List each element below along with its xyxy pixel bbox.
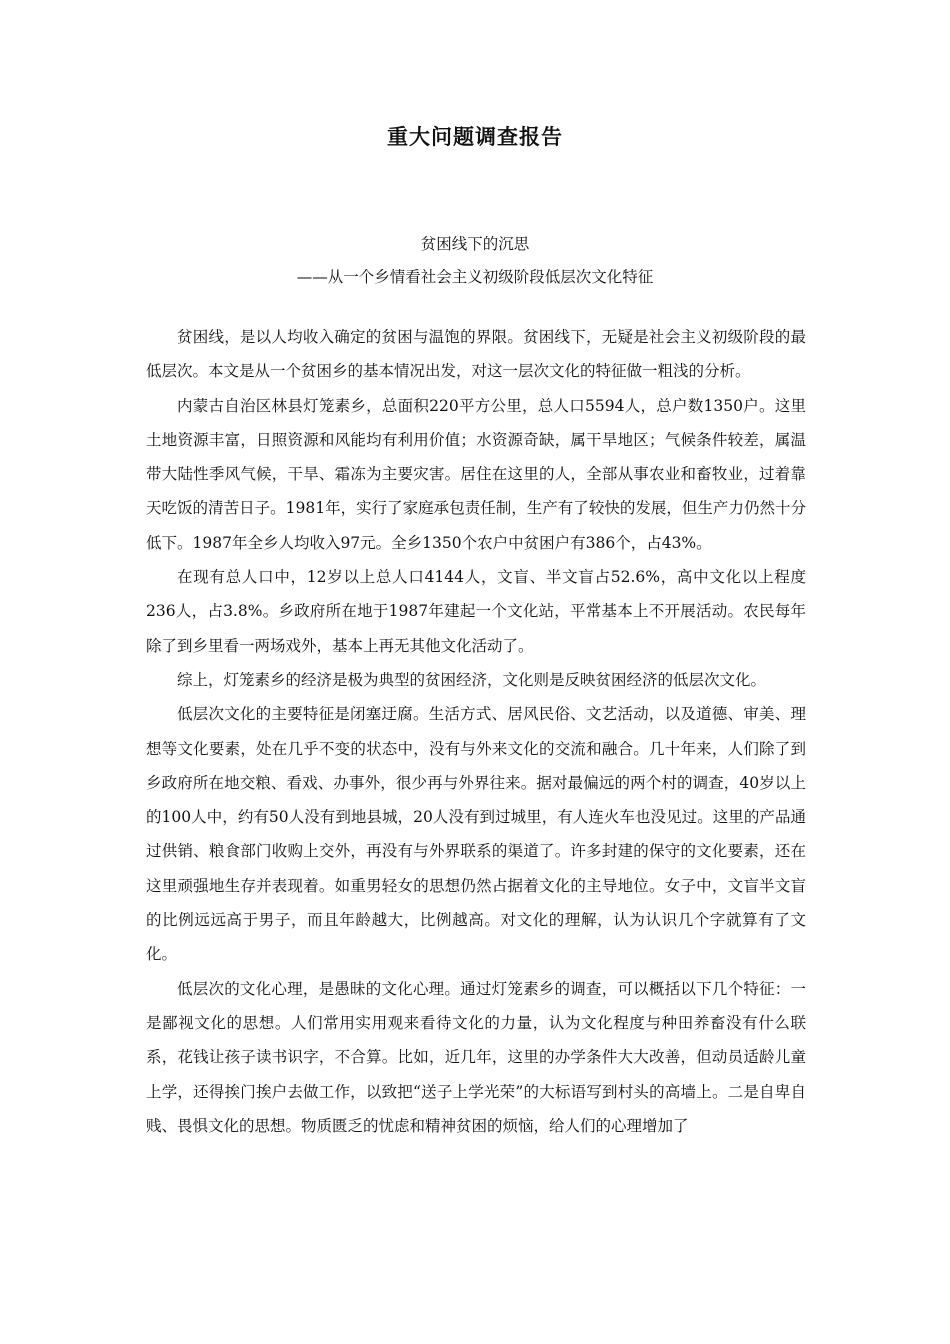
article-body (146, 320, 806, 1143)
paragraph: 低层次文化的主要特征是闭塞迂腐。生活方式、居风民俗、文艺活动，以及道德、审美、理想等文化要素，处在几乎不变的状态中，没有与外来文化的交流和融合。几十年来，人们除了到乡政府所在地交粮、看戏、办事外，很少再与外界往来。据对最偏远的两个村的调查，40岁以上的100人中，约有50人没有到地县城，20人没有到过城里，有人连火车也没见过。这里的产品通过供销、粮食部门收购上交外，再没有与外界联系的渠道了。许多封建的保守的文化要素，还在这里顽强地生存并表现着。如重男轻女的思想仍然占据着文化的主导地位。女子中，文盲半文盲的比例远远高于男子，而且年龄越大，比例越高。对文化的理解，认为认识几个字就算有了文化。 (146, 705, 806, 964)
paragraph: 贫困线，是以人均收入确定的贫困与温饱的界限。贫困线下，无疑是社会主义初级阶段的最低层次。本文是从一个贫困乡的基本情况出发，对这一层次文化的特征做一粗浅的分析。 (146, 328, 806, 381)
article-title: 贫困线下的沉思 (420, 235, 530, 253)
report-title: 重大问题调查报告 (387, 124, 563, 149)
paragraph: 综上，灯笼素乡的经济是极为典型的贫困经济，文化则是反映贫困经济的低层次文化。 (177, 670, 767, 689)
paragraph: 低层次的文化心理，是愚昧的文化心理。通过灯笼素乡的调查，可以概括以下几个特征：一是鄙视文化的思想。人们常用实用观来看待文化的力量，认为文化程度与种田养畜没有什么联系，花钱让孩子读书识字，不合算。比如，近几年，这里的办学条件大大改善，但动员适龄儿童上学，还得挨门挨户去做工作，以致把“送子上学光荣”的大标语写到村头的高墙上。二是自卑自贱、畏惧文化的思想。物质匮乏的忧虑和精神贫困的烦恼，给人们的心理增加了 (146, 979, 806, 1135)
paragraph: 内蒙古自治区林县灯笼素乡，总面积220平方公里，总人口5594人，总户数1350户。这里土地资源丰富，日照资源和风能均有利用价值；水资源奇缺，属干旱地区；气候条件较差，属温带大陆性季风气候，干旱、霜冻为主要灾害。居住在这里的人，全部从事农业和畜牧业，过着靠天吃饭的清苦日子。1981年，实行了家庭承包责任制，生产有了较快的发展，但生产力仍然十分低下。1987年全乡人均收入97元。全乡1350个农户中贫困户有386个，占43%。 (146, 396, 806, 552)
paragraph: 在现有总人口中，12岁以上总人口4144人，文盲、半文盲占52.6%，高中文化以上程度236人，占3.8%。乡政府所在地于1987年建起一个文化站，平常基本上不开展活动。农民每年除了到乡里看一两场戏外，基本上再无其他文化活动了。 (146, 568, 806, 655)
article-subtitle: ——从一个乡情看社会主义初级阶段低层次文化特征 (296, 268, 654, 286)
